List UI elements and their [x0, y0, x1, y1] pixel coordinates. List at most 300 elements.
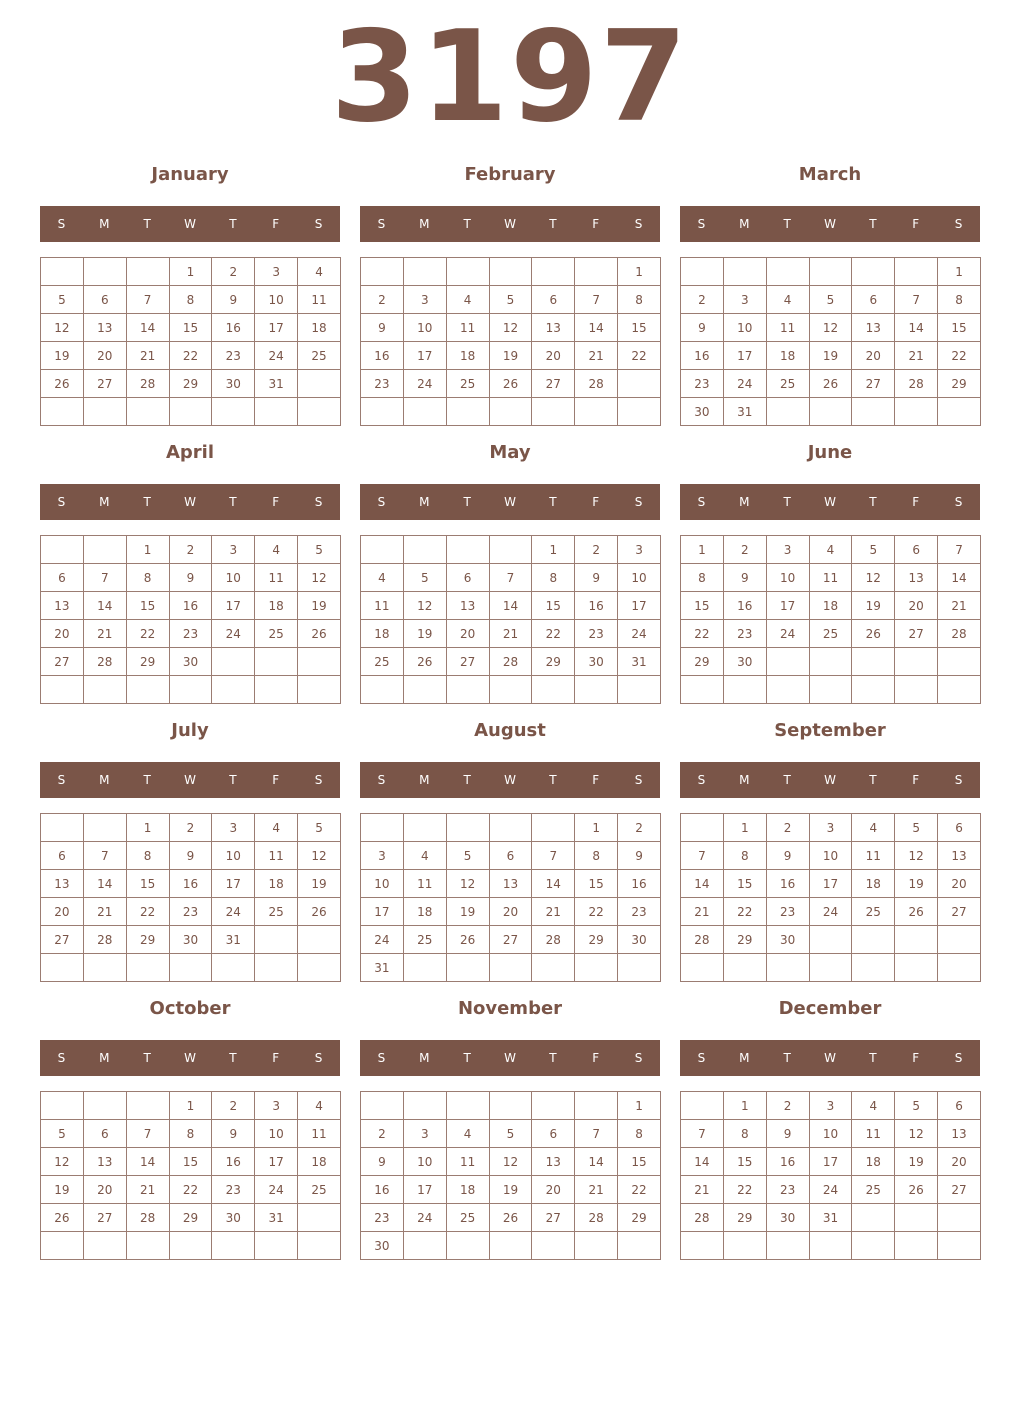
- day-cell: 11: [766, 314, 809, 342]
- weekday-label: S: [697, 773, 706, 787]
- day-cell: 20: [83, 1176, 126, 1204]
- day-cell: 19: [298, 592, 341, 620]
- day-cell: 20: [532, 342, 575, 370]
- day-cell: 30: [681, 398, 724, 426]
- day-cell: 20: [895, 592, 938, 620]
- empty-cell: [403, 536, 446, 564]
- day-cell: 27: [895, 620, 938, 648]
- empty-cell: [83, 258, 126, 286]
- weekday-label: T: [463, 773, 471, 787]
- day-cell: 23: [723, 620, 766, 648]
- day-cell: 11: [809, 564, 852, 592]
- day-cell: 29: [169, 1204, 212, 1232]
- week-row: [681, 926, 981, 954]
- day-cell: 9: [681, 314, 724, 342]
- empty-cell: [938, 648, 981, 676]
- day-cell: 13: [83, 1148, 126, 1176]
- empty-cell: [809, 1232, 852, 1260]
- empty-cell: [212, 398, 255, 426]
- day-cell: 18: [446, 342, 489, 370]
- week-row: [361, 1176, 661, 1204]
- week-row: [681, 398, 981, 426]
- day-cell: 17: [809, 1148, 852, 1176]
- day-cell: 3: [361, 842, 404, 870]
- day-cell: 2: [618, 814, 661, 842]
- week-row: [361, 1204, 661, 1232]
- empty-cell: [255, 1232, 298, 1260]
- empty-cell: [83, 398, 126, 426]
- day-cell: 16: [212, 1148, 255, 1176]
- day-cell: 6: [83, 286, 126, 314]
- empty-cell: [446, 398, 489, 426]
- week-row: [41, 258, 341, 286]
- month-name: September: [774, 720, 886, 741]
- day-grid: [680, 535, 981, 704]
- day-cell: 11: [361, 592, 404, 620]
- day-cell: 8: [618, 1120, 661, 1148]
- weekday-label: F: [912, 773, 920, 787]
- weekday-label: T: [229, 773, 237, 787]
- weekday-label: M: [99, 495, 110, 509]
- weekday-label: T: [549, 773, 557, 787]
- day-cell: 30: [766, 926, 809, 954]
- day-cell: 20: [41, 898, 84, 926]
- month-name: August: [474, 720, 546, 741]
- empty-cell: [489, 676, 532, 704]
- day-cell: 14: [83, 592, 126, 620]
- empty-cell: [723, 1232, 766, 1260]
- week-row: [361, 814, 661, 842]
- day-cell: 13: [83, 314, 126, 342]
- day-cell: 7: [83, 842, 126, 870]
- day-cell: 1: [723, 814, 766, 842]
- day-cell: 16: [361, 342, 404, 370]
- day-cell: 26: [41, 1204, 84, 1232]
- day-cell: 14: [83, 870, 126, 898]
- empty-cell: [809, 398, 852, 426]
- week-row: [681, 258, 981, 286]
- day-cell: 11: [446, 314, 489, 342]
- empty-cell: [298, 1232, 341, 1260]
- weekday-label: S: [57, 1051, 66, 1065]
- weekday-label: F: [912, 217, 920, 231]
- day-cell: 25: [298, 1176, 341, 1204]
- day-cell: 15: [532, 592, 575, 620]
- weekday-label: S: [57, 217, 66, 231]
- weekday-label: T: [869, 495, 877, 509]
- day-cell: 24: [361, 926, 404, 954]
- day-cell: 21: [575, 342, 618, 370]
- day-cell: 31: [723, 398, 766, 426]
- empty-cell: [298, 954, 341, 982]
- day-grid: [360, 813, 661, 982]
- day-cell: 19: [41, 1176, 84, 1204]
- day-cell: 23: [361, 1204, 404, 1232]
- empty-cell: [41, 258, 84, 286]
- empty-cell: [852, 648, 895, 676]
- day-cell: 23: [212, 1176, 255, 1204]
- day-cell: 1: [618, 258, 661, 286]
- week-row: [681, 564, 981, 592]
- day-cell: 18: [298, 1148, 341, 1176]
- day-cell: 4: [809, 536, 852, 564]
- day-cell: 14: [681, 870, 724, 898]
- day-cell: 11: [852, 842, 895, 870]
- day-cell: 4: [446, 286, 489, 314]
- day-cell: 5: [298, 536, 341, 564]
- week-row: [41, 870, 341, 898]
- day-cell: 13: [41, 592, 84, 620]
- day-cell: 3: [255, 1092, 298, 1120]
- day-cell: 20: [41, 620, 84, 648]
- weekday-label: F: [592, 217, 600, 231]
- day-grid: [360, 1091, 661, 1260]
- weekday-label: S: [954, 495, 963, 509]
- day-cell: 1: [126, 814, 169, 842]
- day-cell: 22: [938, 342, 981, 370]
- day-cell: 7: [126, 1120, 169, 1148]
- day-cell: 14: [126, 1148, 169, 1176]
- day-cell: 26: [298, 620, 341, 648]
- day-cell: 7: [575, 1120, 618, 1148]
- day-cell: 28: [126, 1204, 169, 1232]
- day-cell: 24: [212, 620, 255, 648]
- day-cell: 27: [83, 1204, 126, 1232]
- empty-cell: [532, 258, 575, 286]
- day-cell: 21: [895, 342, 938, 370]
- day-cell: 23: [766, 898, 809, 926]
- empty-cell: [852, 1232, 895, 1260]
- day-cell: 21: [126, 342, 169, 370]
- empty-cell: [938, 954, 981, 982]
- weekday-label: S: [314, 495, 323, 509]
- empty-cell: [126, 1232, 169, 1260]
- week-row: [681, 592, 981, 620]
- week-row: [681, 676, 981, 704]
- day-cell: 28: [575, 1204, 618, 1232]
- day-cell: 14: [126, 314, 169, 342]
- empty-cell: [618, 398, 661, 426]
- day-cell: 30: [361, 1232, 404, 1260]
- day-cell: 14: [938, 564, 981, 592]
- empty-cell: [809, 926, 852, 954]
- day-cell: 2: [723, 536, 766, 564]
- empty-cell: [489, 1232, 532, 1260]
- empty-cell: [298, 1204, 341, 1232]
- day-cell: 4: [766, 286, 809, 314]
- day-cell: 16: [169, 870, 212, 898]
- empty-cell: [766, 648, 809, 676]
- month-name: May: [489, 442, 531, 463]
- empty-cell: [618, 1232, 661, 1260]
- week-row: [361, 676, 661, 704]
- week-row: [681, 648, 981, 676]
- day-cell: 9: [723, 564, 766, 592]
- week-row: [41, 1232, 341, 1260]
- day-cell: 30: [169, 648, 212, 676]
- week-row: [41, 536, 341, 564]
- day-cell: 13: [446, 592, 489, 620]
- empty-cell: [446, 1092, 489, 1120]
- week-row: [681, 898, 981, 926]
- day-cell: 28: [575, 370, 618, 398]
- week-row: [41, 620, 341, 648]
- day-cell: 5: [489, 1120, 532, 1148]
- weekday-label: M: [99, 1051, 110, 1065]
- day-cell: 29: [532, 648, 575, 676]
- day-cell: 13: [489, 870, 532, 898]
- weekday-header: [680, 206, 980, 242]
- day-cell: 1: [618, 1092, 661, 1120]
- day-cell: 26: [852, 620, 895, 648]
- empty-cell: [212, 954, 255, 982]
- day-cell: 16: [766, 1148, 809, 1176]
- day-cell: 14: [532, 870, 575, 898]
- empty-cell: [852, 676, 895, 704]
- empty-cell: [766, 954, 809, 982]
- day-cell: 12: [41, 1148, 84, 1176]
- day-cell: 13: [938, 842, 981, 870]
- day-cell: 31: [255, 370, 298, 398]
- weekday-header: [680, 484, 980, 520]
- day-cell: 19: [489, 1176, 532, 1204]
- day-cell: 24: [403, 370, 446, 398]
- day-cell: 24: [403, 1204, 446, 1232]
- day-cell: 30: [723, 648, 766, 676]
- day-cell: 8: [575, 842, 618, 870]
- weekday-label: W: [824, 495, 836, 509]
- day-cell: 2: [766, 814, 809, 842]
- empty-cell: [938, 398, 981, 426]
- day-cell: 4: [446, 1120, 489, 1148]
- empty-cell: [681, 954, 724, 982]
- empty-cell: [852, 926, 895, 954]
- week-row: [361, 1120, 661, 1148]
- day-cell: 3: [766, 536, 809, 564]
- empty-cell: [575, 954, 618, 982]
- weekday-label: T: [783, 1051, 791, 1065]
- empty-cell: [618, 676, 661, 704]
- empty-cell: [446, 954, 489, 982]
- day-cell: 22: [618, 342, 661, 370]
- day-cell: 30: [212, 1204, 255, 1232]
- day-cell: 13: [532, 1148, 575, 1176]
- empty-cell: [723, 954, 766, 982]
- day-cell: 31: [618, 648, 661, 676]
- empty-cell: [618, 370, 661, 398]
- day-grid: [680, 257, 981, 426]
- day-cell: 31: [212, 926, 255, 954]
- day-cell: 21: [938, 592, 981, 620]
- day-cell: 23: [766, 1176, 809, 1204]
- weekday-label: S: [954, 773, 963, 787]
- empty-cell: [41, 1232, 84, 1260]
- empty-cell: [298, 926, 341, 954]
- empty-cell: [489, 536, 532, 564]
- day-cell: 18: [255, 592, 298, 620]
- day-cell: 8: [723, 842, 766, 870]
- day-cell: 8: [532, 564, 575, 592]
- day-cell: 24: [255, 342, 298, 370]
- empty-cell: [126, 398, 169, 426]
- empty-cell: [212, 1232, 255, 1260]
- day-cell: 6: [83, 1120, 126, 1148]
- day-cell: 3: [403, 286, 446, 314]
- week-row: [41, 814, 341, 842]
- day-cell: 23: [361, 370, 404, 398]
- day-cell: 2: [212, 1092, 255, 1120]
- day-cell: 6: [446, 564, 489, 592]
- day-cell: 29: [126, 648, 169, 676]
- weekday-label: W: [824, 1051, 836, 1065]
- day-cell: 23: [681, 370, 724, 398]
- day-cell: 12: [852, 564, 895, 592]
- empty-cell: [446, 536, 489, 564]
- weekday-label: S: [377, 217, 386, 231]
- empty-cell: [723, 676, 766, 704]
- empty-cell: [895, 258, 938, 286]
- weekday-label: S: [697, 495, 706, 509]
- empty-cell: [403, 954, 446, 982]
- empty-cell: [255, 954, 298, 982]
- weekday-label: F: [592, 773, 600, 787]
- day-cell: 7: [489, 564, 532, 592]
- month-name: February: [464, 164, 556, 185]
- empty-cell: [532, 954, 575, 982]
- weekday-label: T: [229, 217, 237, 231]
- week-row: [361, 564, 661, 592]
- day-cell: 3: [212, 536, 255, 564]
- weekday-label: M: [419, 495, 430, 509]
- day-cell: 2: [212, 258, 255, 286]
- day-cell: 20: [83, 342, 126, 370]
- day-cell: 11: [298, 1120, 341, 1148]
- day-cell: 5: [809, 286, 852, 314]
- weekday-header: [40, 206, 340, 242]
- weekday-label: M: [739, 495, 750, 509]
- day-cell: 15: [723, 870, 766, 898]
- empty-cell: [852, 398, 895, 426]
- day-grid: [680, 813, 981, 982]
- week-row: [361, 1232, 661, 1260]
- day-cell: 26: [489, 1204, 532, 1232]
- day-cell: 23: [169, 620, 212, 648]
- empty-cell: [895, 676, 938, 704]
- day-cell: 17: [723, 342, 766, 370]
- empty-cell: [852, 954, 895, 982]
- day-cell: 4: [852, 1092, 895, 1120]
- day-cell: 3: [255, 258, 298, 286]
- empty-cell: [618, 954, 661, 982]
- week-row: [361, 1148, 661, 1176]
- empty-cell: [169, 676, 212, 704]
- empty-cell: [169, 954, 212, 982]
- day-cell: 28: [83, 926, 126, 954]
- empty-cell: [575, 398, 618, 426]
- empty-cell: [489, 1092, 532, 1120]
- day-cell: 5: [41, 286, 84, 314]
- day-cell: 7: [938, 536, 981, 564]
- day-cell: 21: [126, 1176, 169, 1204]
- weekday-label: T: [143, 773, 151, 787]
- year-title: 3197: [330, 3, 690, 150]
- day-cell: 22: [532, 620, 575, 648]
- month-name: December: [778, 998, 882, 1019]
- day-cell: 29: [938, 370, 981, 398]
- day-cell: 19: [895, 1148, 938, 1176]
- day-cell: 30: [618, 926, 661, 954]
- day-cell: 16: [212, 314, 255, 342]
- weekday-label: S: [377, 495, 386, 509]
- weekday-header: [360, 762, 660, 798]
- week-row: [41, 1176, 341, 1204]
- empty-cell: [403, 398, 446, 426]
- week-row: [361, 870, 661, 898]
- day-cell: 18: [298, 314, 341, 342]
- day-cell: 22: [126, 620, 169, 648]
- week-row: [41, 954, 341, 982]
- empty-cell: [361, 536, 404, 564]
- weekday-label: T: [143, 495, 151, 509]
- week-row: [41, 564, 341, 592]
- day-cell: 3: [403, 1120, 446, 1148]
- weekday-label: F: [912, 1051, 920, 1065]
- day-cell: 19: [809, 342, 852, 370]
- day-cell: 2: [681, 286, 724, 314]
- day-cell: 25: [403, 926, 446, 954]
- weekday-header: [40, 484, 340, 520]
- empty-cell: [446, 1232, 489, 1260]
- day-cell: 25: [809, 620, 852, 648]
- day-cell: 4: [298, 1092, 341, 1120]
- day-cell: 22: [169, 1176, 212, 1204]
- day-cell: 13: [532, 314, 575, 342]
- day-cell: 8: [126, 842, 169, 870]
- day-cell: 15: [938, 314, 981, 342]
- weekday-label: W: [184, 1051, 196, 1065]
- day-cell: 9: [766, 1120, 809, 1148]
- day-cell: 19: [41, 342, 84, 370]
- week-row: [361, 370, 661, 398]
- day-cell: 28: [126, 370, 169, 398]
- day-cell: 1: [126, 536, 169, 564]
- weekday-label: M: [739, 773, 750, 787]
- empty-cell: [41, 536, 84, 564]
- day-cell: 4: [255, 814, 298, 842]
- day-cell: 19: [895, 870, 938, 898]
- day-cell: 13: [895, 564, 938, 592]
- weekday-label: T: [143, 1051, 151, 1065]
- week-row: [41, 370, 341, 398]
- empty-cell: [766, 398, 809, 426]
- empty-cell: [298, 398, 341, 426]
- empty-cell: [126, 258, 169, 286]
- day-cell: 23: [575, 620, 618, 648]
- day-cell: 12: [489, 1148, 532, 1176]
- day-cell: 20: [446, 620, 489, 648]
- day-cell: 4: [298, 258, 341, 286]
- day-cell: 30: [212, 370, 255, 398]
- day-cell: 2: [575, 536, 618, 564]
- empty-cell: [938, 1204, 981, 1232]
- weekday-label: M: [419, 773, 430, 787]
- empty-cell: [169, 1232, 212, 1260]
- weekday-label: S: [314, 217, 323, 231]
- weekday-header: [360, 484, 660, 520]
- weekday-label: W: [824, 773, 836, 787]
- empty-cell: [681, 258, 724, 286]
- day-cell: 29: [169, 370, 212, 398]
